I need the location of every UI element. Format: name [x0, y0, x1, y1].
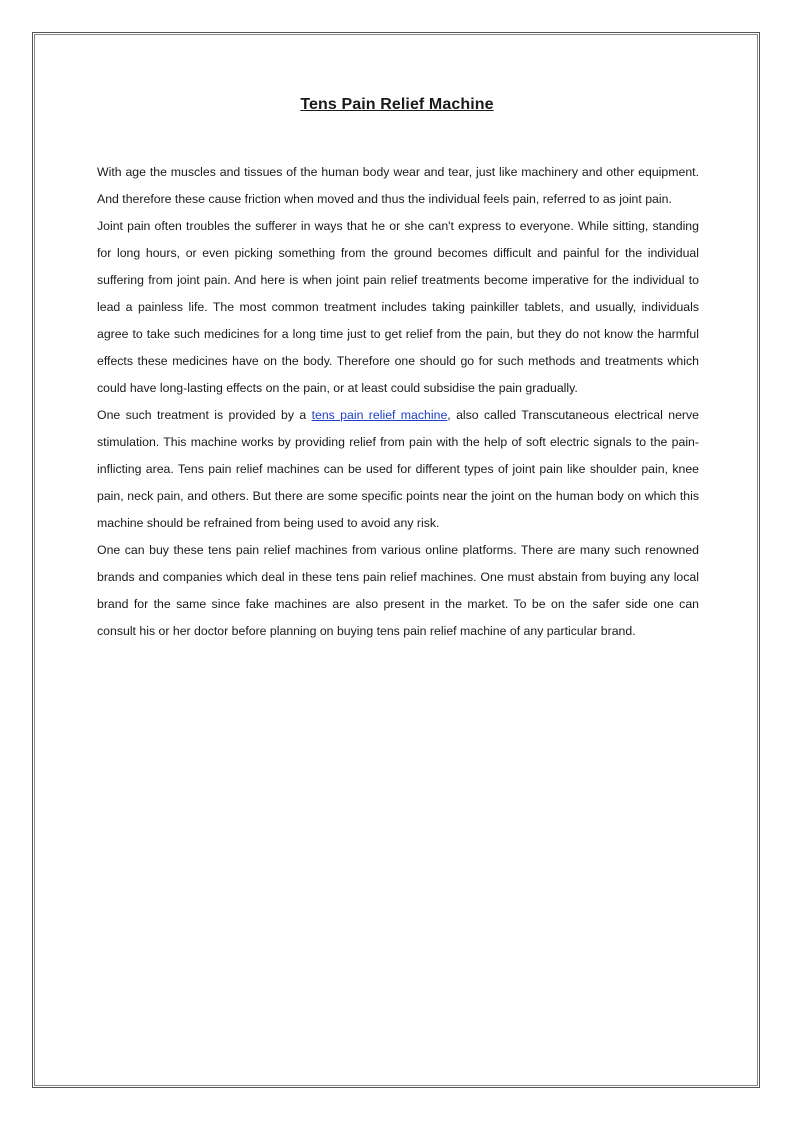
paragraph-1: With age the muscles and tissues of the human body wear and tear, just like machinery and other equipment. And therefore these cause friction when moved and thus the individual feels pain, referred to as joint pain.	[97, 165, 699, 206]
paragraph-3-intro: One such treatment is provided by a	[97, 408, 312, 422]
paragraph-2: Joint pain often troubles the sufferer in ways that he or she can't express to everyone. While sitting, standing for long hours, or even picking something from the ground becomes difficult and painful for the individual suffering from joint pain. And here is when joint pain relief treatments become imperative for the individual to lead a painless life. The most common treatment includes taking painkiller tablets, and usually, individuals agree to take such medicines for a long time just to get relief from the pain, but they do not know the harmful effects these medicines have on the body. Therefore one should go for such methods and treatments which could have long-lasting effects on the pain, or at least could subsidise the pain gradually.	[97, 219, 699, 395]
paragraph-3-rest: , also called Transcutaneous electrical nerve stimulation. This machine works by providing relief from pain with the help of soft electric signals to the pain-inflicting area. Tens pain relief machines can be used for different types of joint pain like shoulder pain, knee pain, neck pain, and others. But there are some specific points near the joint on the human body on which this machine should be refrained from being used to avoid any risk.	[97, 408, 699, 530]
document-body	[97, 159, 699, 645]
document-title: Tens Pain Relief Machine	[300, 96, 494, 113]
paragraph-4: One can buy these tens pain relief machines from various online platforms. There are many such renowned brands and companies which deal in these tens pain relief machines. One must abstain from buying any local brand for the same since fake machines are also present in the market. To be on the safer side one can consult his or her doctor before planning on buying tens pain relief machine of any particular brand.	[97, 543, 699, 638]
paragraph-3	[97, 402, 699, 537]
tens-machine-link[interactable]: tens pain relief machine	[311, 408, 448, 422]
